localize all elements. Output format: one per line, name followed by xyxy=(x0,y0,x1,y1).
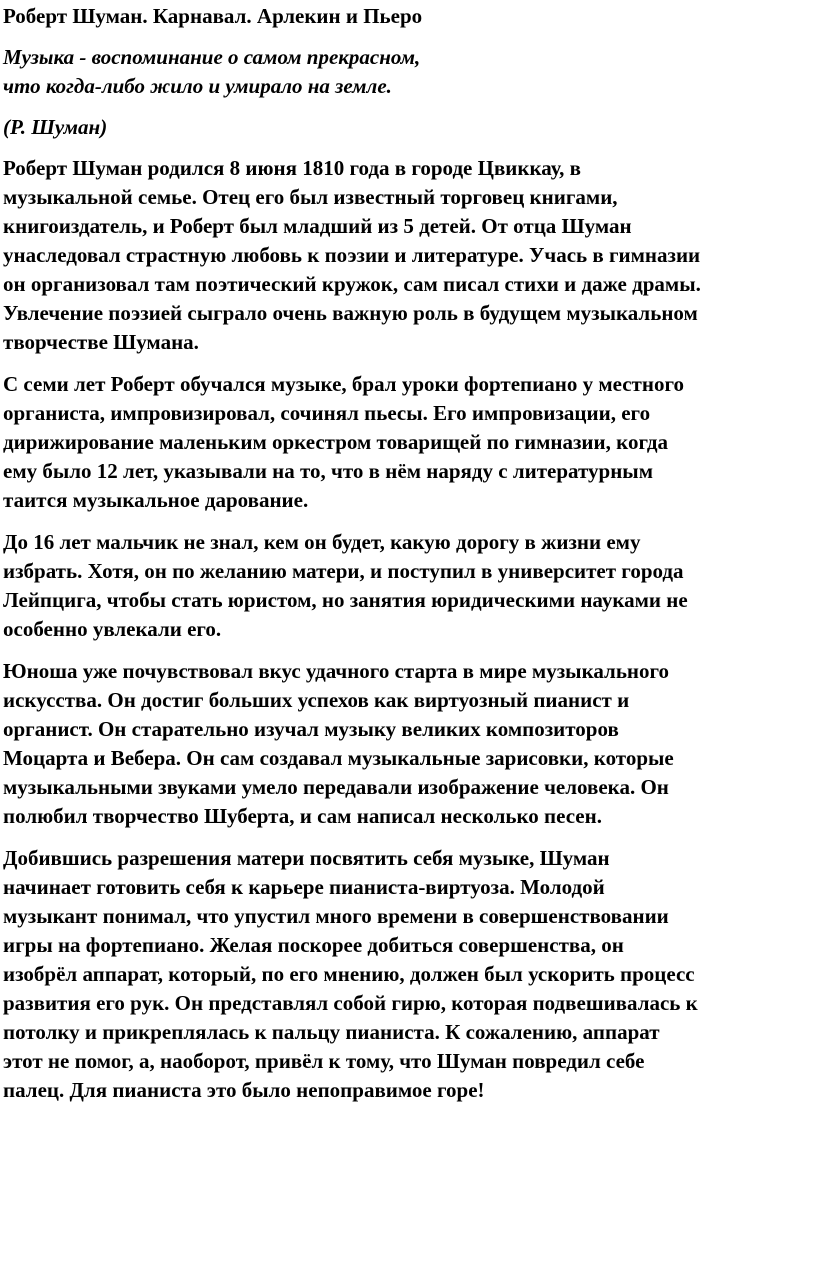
paragraph-line: Добившись разрешения матери посвятить себя музыке, Шуман xyxy=(3,846,610,870)
paragraph-3 xyxy=(3,528,816,644)
paragraph-line: творчестве Шумана. xyxy=(3,330,199,354)
document-title: Роберт Шуман. Карнавал. Арлекин и Пьеро xyxy=(3,4,423,28)
paragraph-line: Лейпцига, чтобы стать юристом, но занятия юридическими науками не xyxy=(3,588,688,612)
paragraph-line: Юноша уже почувствовал вкус удачного старта в мире музыкального xyxy=(3,659,670,683)
paragraph-line: полюбил творчество Шуберта, и сам написал несколько песен. xyxy=(3,804,602,828)
paragraph-5 xyxy=(3,844,816,1105)
paragraph-line: Роберт Шуман родился 8 июня 1810 года в городе Цвиккау, в xyxy=(3,156,581,180)
paragraph-line: музыкальной семье. Отец его был известный торговец книгами, xyxy=(3,185,618,209)
paragraph-line: унаследовал страстную любовь к поэзии и литературе. Учась в гимназии xyxy=(3,243,701,267)
paragraph-line: палец. Для пианиста это было непоправимое горе! xyxy=(3,1078,485,1102)
paragraph-line: органист. Он старательно изучал музыку великих композиторов xyxy=(3,717,619,741)
paragraph-4 xyxy=(3,657,816,831)
paragraph-line: книгоиздатель, и Роберт был младший из 5 детей. От отца Шуман xyxy=(3,214,632,238)
paragraph-line: избрать. Хотя, он по желанию матери, и поступил в университет города xyxy=(3,559,684,583)
paragraph-line: игры на фортепиано. Желая поскорее добиться совершенства, он xyxy=(3,933,624,957)
paragraph-line: музыкальными звуками умело передавали изображение человека. Он xyxy=(3,775,669,799)
paragraph-line: особенно увлекали его. xyxy=(3,617,222,641)
epigraph-line: что когда-либо жило и умирало на земле. xyxy=(3,74,392,98)
paragraph-line: развития его рук. Он представлял собой гирю, которая подвешивалась к xyxy=(3,991,698,1015)
paragraph-line: музыкант понимал, что упустил много времени в совершенствовании xyxy=(3,904,669,928)
epigraph-attribution: (Р. Шуман) xyxy=(3,115,108,139)
paragraph-line: искусства. Он достиг больших успехов как виртуозный пианист и xyxy=(3,688,630,712)
paragraph-line: он организовал там поэтический кружок, сам писал стихи и даже драмы. xyxy=(3,272,701,296)
paragraph-line: изобрёл аппарат, который, по его мнению, должен был ускорить процесс xyxy=(3,962,695,986)
paragraph-line: таится музыкальное дарование. xyxy=(3,488,309,512)
paragraph-line: этот не помог, а, наоборот, привёл к тому, что Шуман повредил себе xyxy=(3,1049,645,1073)
paragraph-line: Увлечение поэзией сыграло очень важную роль в будущем музыкальном xyxy=(3,301,698,325)
epigraph xyxy=(3,43,816,101)
paragraph-line: органиста, импровизировал, сочинял пьесы. Его импровизации, его xyxy=(3,401,651,425)
paragraph-line: начинает готовить себя к карьере пианиста-виртуоза. Молодой xyxy=(3,875,605,899)
paragraph-line: дирижирование маленьким оркестром товарищей по гимназии, когда xyxy=(3,430,669,454)
paragraph-line: Моцарта и Вебера. Он сам создавал музыкальные зарисовки, которые xyxy=(3,746,674,770)
epigraph-line: Музыка - воспоминание о самом прекрасном, xyxy=(3,45,421,69)
paragraph-line: До 16 лет мальчик не знал, кем он будет, какую дорогу в жизни ему xyxy=(3,530,641,554)
paragraph-2 xyxy=(3,370,816,515)
paragraph-line: потолку и прикреплялась к пальцу пианиста. К сожалению, аппарат xyxy=(3,1020,660,1044)
paragraph-line: ему было 12 лет, указывали на то, что в нём наряду с литературным xyxy=(3,459,654,483)
paragraph-1 xyxy=(3,154,816,357)
paragraph-line: С семи лет Роберт обучался музыке, брал уроки фортепиано у местного xyxy=(3,372,684,396)
